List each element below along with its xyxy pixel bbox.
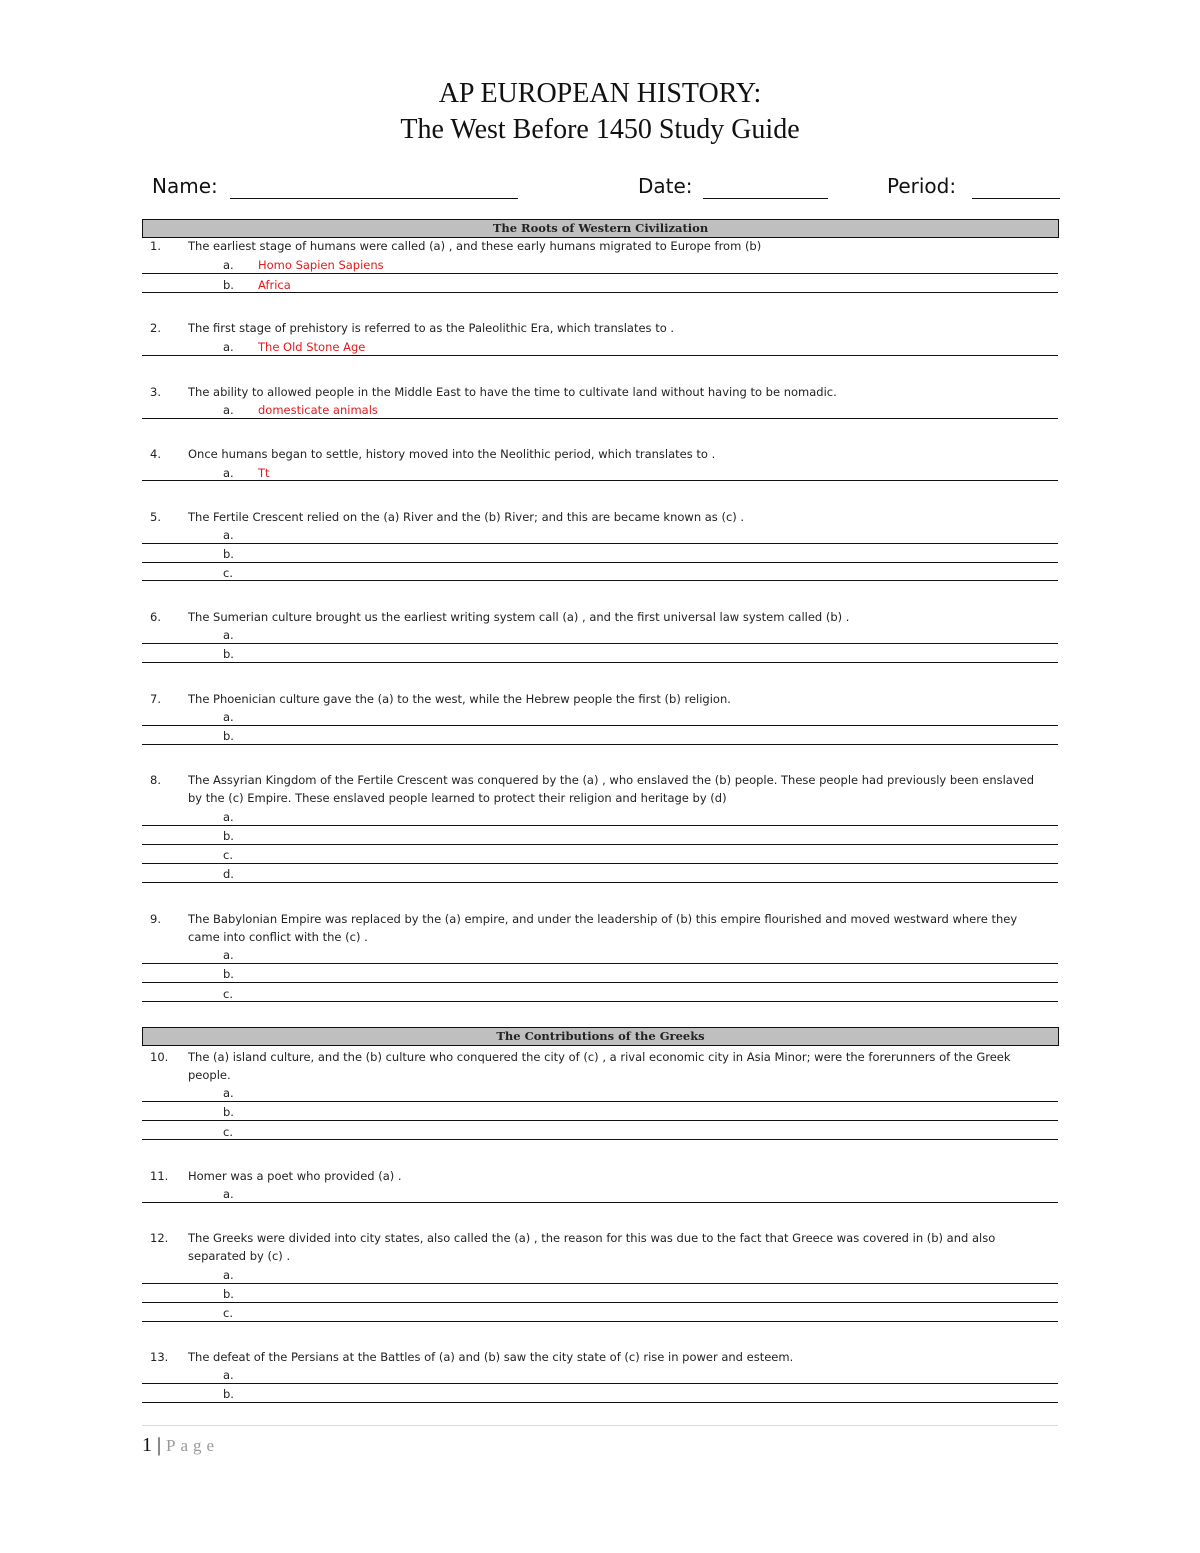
page-number: 1 <box>142 1434 152 1456</box>
answer-line <box>142 882 1058 883</box>
answer-letter: a. <box>223 1368 234 1382</box>
name-label: Name: <box>152 174 218 198</box>
answer-letter: a. <box>223 1187 234 1201</box>
answer-value: Homo Sapien Sapiens <box>258 258 384 272</box>
answer-letter: b. <box>223 729 234 743</box>
answer-line <box>142 1402 1058 1403</box>
question-number: 2. <box>150 321 161 335</box>
page-footer <box>142 1434 219 1457</box>
answer-line <box>142 1321 1058 1322</box>
answer-letter: a. <box>223 258 234 272</box>
question-text: The earliest stage of humans were called (a) , and these early humans migrated to Europe from (b) <box>188 239 762 253</box>
question-text: The (a) island culture, and the (b) culture who conquered the city of (c) , a rival economic city in Asia Minor; were the forerunners of the Greek people. <box>188 1050 1011 1082</box>
answer-letter: a. <box>223 403 234 417</box>
answer-value: Africa <box>258 278 291 292</box>
answer-letter: a. <box>223 628 234 642</box>
answer-letter: a. <box>223 466 234 480</box>
answer-line <box>142 844 1058 845</box>
answer-line <box>142 662 1058 663</box>
answer-letter: d. <box>223 867 234 881</box>
question-text: The defeat of the Persians at the Battles of (a) and (b) saw the city state of (c) rise in power and esteem. <box>188 1350 794 1364</box>
answer-letter: c. <box>223 1125 233 1139</box>
answer-line <box>142 355 1058 356</box>
answer-line <box>142 863 1058 864</box>
answer-letter: b. <box>223 647 234 661</box>
page-title-line2: The West Before 1450 Study Guide <box>400 114 800 145</box>
section-header-roots: The Roots of Western Civilization <box>142 219 1059 238</box>
answer-line <box>142 643 1058 644</box>
question-number: 7. <box>150 692 161 706</box>
answer-line <box>142 725 1058 726</box>
answer-letter: a. <box>223 710 234 724</box>
name-field[interactable] <box>230 198 518 199</box>
page-title-line1: AP EUROPEAN HISTORY: <box>438 78 762 109</box>
question-number: 1. <box>150 239 161 253</box>
question-text: The ability to allowed people in the Middle East to have the time to cultivate land without having to be nomadic. <box>188 385 837 399</box>
answer-line <box>142 418 1058 419</box>
period-label: Period: <box>887 174 957 198</box>
answer-letter: c. <box>223 566 233 580</box>
answer-line <box>142 1383 1058 1384</box>
answer-line <box>142 963 1058 964</box>
answer-letter: b. <box>223 1287 234 1301</box>
question-number: 6. <box>150 610 161 624</box>
answer-line <box>142 580 1058 581</box>
answer-letter: c. <box>223 1306 233 1320</box>
answer-line <box>142 1120 1058 1121</box>
answer-letter: a. <box>223 340 234 354</box>
question-text: The Phoenician culture gave the (a) to the west, while the Hebrew people the first (b) religion. <box>188 692 731 706</box>
answer-line <box>142 480 1058 481</box>
question-number: 13. <box>150 1350 169 1364</box>
answer-letter: b. <box>223 547 234 561</box>
question-text: The Greeks were divided into city states, also called the (a) , the reason for this was due to the fact that Greece was covered in (b) and also separated by (c) . <box>188 1231 996 1263</box>
answer-line <box>142 292 1058 293</box>
question-number: 11. <box>150 1169 169 1183</box>
answer-letter: b. <box>223 1105 234 1119</box>
question-number: 12. <box>150 1231 169 1245</box>
question-number: 3. <box>150 385 161 399</box>
answer-line <box>142 982 1058 983</box>
answer-letter: a. <box>223 810 234 824</box>
question-text: The first stage of prehistory is referred to as the Paleolithic Era, which translates to . <box>188 321 675 335</box>
date-label: Date: <box>638 174 693 198</box>
question-number: 4. <box>150 447 161 461</box>
answer-value: The Old Stone Age <box>258 340 366 354</box>
section-header-greeks: The Contributions of the Greeks <box>142 1027 1059 1046</box>
question-text: Once humans began to settle, history moved into the Neolithic period, which translates to . <box>188 447 716 461</box>
period-field[interactable] <box>972 198 1060 199</box>
footer-separator: | <box>157 1434 162 1456</box>
answer-line <box>142 1202 1058 1203</box>
answer-letter: a. <box>223 1268 234 1282</box>
question-number: 5. <box>150 510 161 524</box>
question-number: 10. <box>150 1050 169 1064</box>
date-field[interactable] <box>703 198 828 199</box>
answer-line <box>142 1001 1058 1002</box>
answer-line <box>142 543 1058 544</box>
answer-line <box>142 562 1058 563</box>
answer-letter: a. <box>223 948 234 962</box>
answer-letter: c. <box>223 987 233 1001</box>
question-text: Homer was a poet who provided (a) . <box>188 1169 402 1183</box>
answer-line <box>142 825 1058 826</box>
question-text: The Assyrian Kingdom of the Fertile Crescent was conquered by the (a) , who enslaved the (b) people. These people had previously been enslaved by the (c) Empire. These enslaved people learned to protect their religion and heritage by (d) <box>188 773 1035 805</box>
question-number: 9. <box>150 912 161 926</box>
answer-value: domesticate animals <box>258 403 378 417</box>
answer-letter: b. <box>223 829 234 843</box>
question-text: The Sumerian culture brought us the earliest writing system call (a) , and the first universal law system called (b) . <box>188 610 850 624</box>
question-text: The Babylonian Empire was replaced by the (a) empire, and under the leadership of (b) this empire flourished and moved westward where they came into conflict with the (c) . <box>188 912 1018 944</box>
answer-letter: b. <box>223 278 234 292</box>
question-text: The Fertile Crescent relied on the (a) River and the (b) River; and this are became known as (c) . <box>188 510 745 524</box>
answer-line <box>142 273 1058 274</box>
answer-line <box>142 1101 1058 1102</box>
footer-divider <box>142 1425 1058 1426</box>
answer-letter: b. <box>223 967 234 981</box>
answer-line <box>142 744 1058 745</box>
answer-letter: a. <box>223 528 234 542</box>
answer-letter: b. <box>223 1387 234 1401</box>
answer-line <box>142 1302 1058 1303</box>
answer-letter: a. <box>223 1086 234 1100</box>
answer-line <box>142 1283 1058 1284</box>
answer-line <box>142 1139 1058 1140</box>
page-word: Page <box>166 1436 220 1455</box>
answer-letter: c. <box>223 848 233 862</box>
question-number: 8. <box>150 773 161 787</box>
answer-value: Tt <box>258 466 270 480</box>
